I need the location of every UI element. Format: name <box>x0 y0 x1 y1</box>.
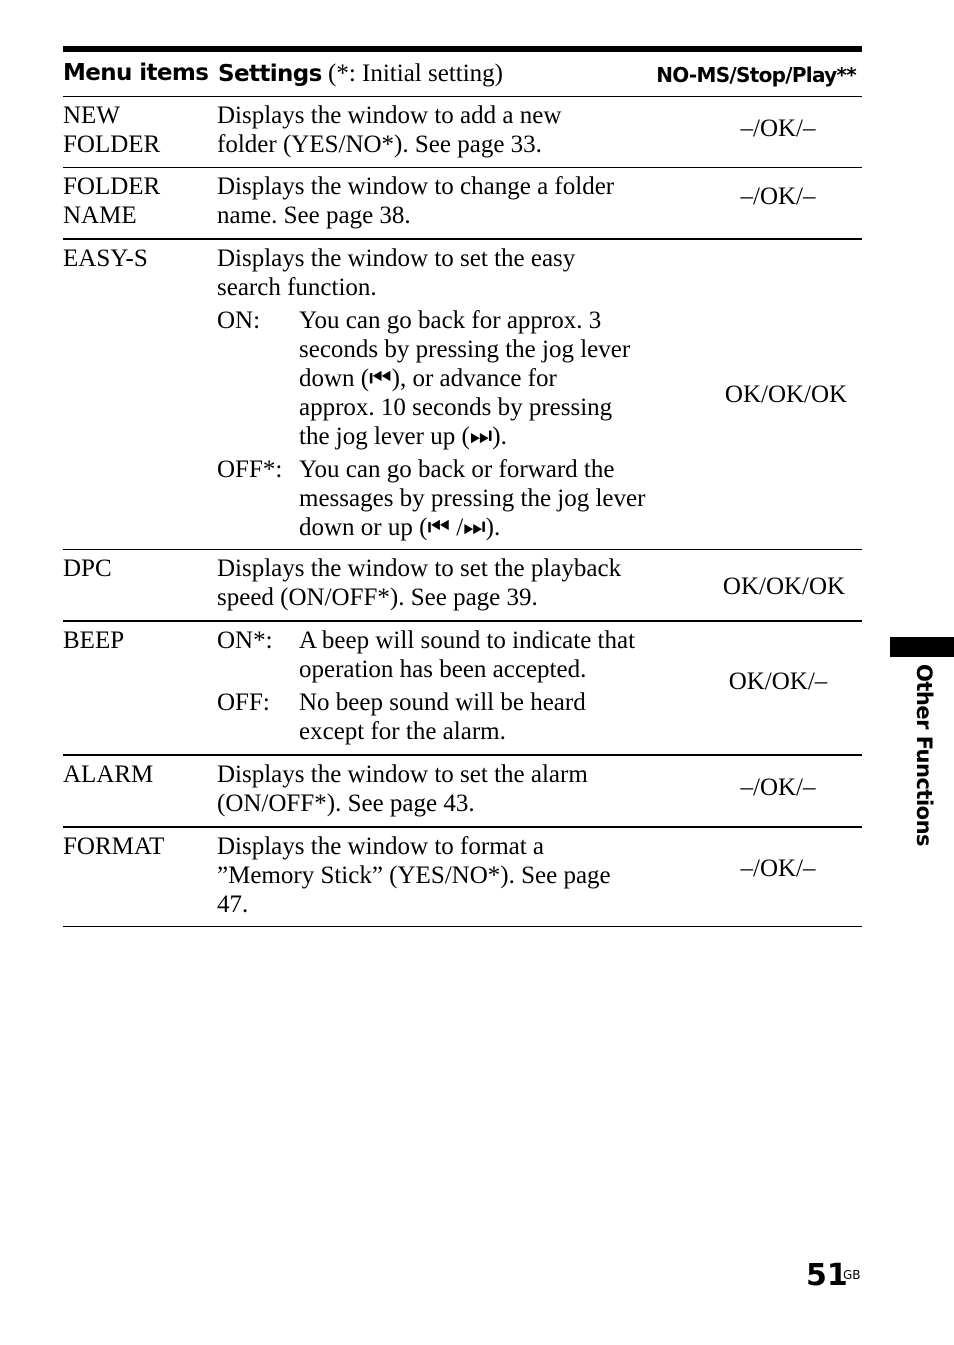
header-status-column: NO-MS/Stop/Play** <box>656 63 856 87</box>
section-tab-marker <box>890 637 954 657</box>
desc-line: Displays the window to set the playback <box>217 555 622 582</box>
item-line: FOLDER <box>63 131 161 158</box>
item-line: DPC <box>63 555 112 582</box>
menu-item-name <box>63 626 213 655</box>
desc-line: search function. <box>217 274 377 301</box>
page-language-suffix: GB <box>843 1268 861 1282</box>
option-line: A beep will sound to indicate that <box>299 627 636 654</box>
table-row-beep <box>63 622 862 756</box>
setting-description <box>217 626 697 746</box>
option-line: the jog lever up (⏭). <box>299 423 507 450</box>
setting-description <box>217 554 697 612</box>
menu-item-name <box>63 172 213 230</box>
status-value: –/OK/– <box>740 855 816 882</box>
desc-line: Displays the window to add a new <box>217 102 562 129</box>
header-settings <box>218 60 503 88</box>
header-menu-items: Menu items <box>63 60 209 86</box>
table-row-folder-name <box>63 168 862 240</box>
option-line: approx. 10 seconds by pressing <box>299 394 613 421</box>
menu-settings-table <box>63 46 862 927</box>
desc-line: 47. <box>217 891 249 918</box>
header-settings-note: (*: Initial setting) <box>321 60 503 87</box>
option-label: OFF*: <box>217 456 283 483</box>
page-number: 51 <box>806 1258 848 1293</box>
item-line: EASY-S <box>63 245 148 272</box>
item-line: FOLDER <box>63 173 161 200</box>
desc-line: Displays the window to change a folder <box>217 173 615 200</box>
status-value: OK/OK/OK <box>724 381 848 408</box>
menu-item-name <box>63 832 213 861</box>
setting-description <box>217 832 697 919</box>
option-line: You can go back or forward the <box>299 456 615 483</box>
setting-description <box>217 101 697 159</box>
item-line: NAME <box>63 202 137 229</box>
option-label: ON*: <box>217 627 273 654</box>
option-line: You can go back for approx. 3 <box>299 307 602 334</box>
item-line: FORMAT <box>63 833 165 860</box>
item-line: NEW <box>63 102 120 129</box>
menu-item-name <box>63 101 213 159</box>
status-value: –/OK/– <box>740 115 816 142</box>
header-settings-label: Settings <box>218 61 322 87</box>
option-line: down or up (⏮ /⏭). <box>299 514 501 541</box>
option-line: down (⏮), or advance for <box>299 365 557 392</box>
item-line: BEEP <box>63 627 125 654</box>
option-on <box>217 306 697 451</box>
status-value: –/OK/– <box>740 183 816 210</box>
menu-item-name <box>63 554 213 583</box>
setting-description <box>217 760 697 818</box>
status-value: –/OK/– <box>740 774 816 801</box>
desc-line: Displays the window to set the easy <box>217 245 576 272</box>
table-row-dpc <box>63 550 862 622</box>
status-value: OK/OK/OK <box>722 573 846 600</box>
desc-line: (ON/OFF*). See page 43. <box>217 790 475 817</box>
desc-line: folder (YES/NO*). See page 33. <box>217 131 542 158</box>
setting-description <box>217 172 697 230</box>
setting-description <box>217 244 697 542</box>
option-line: No beep sound will be heard <box>299 689 586 716</box>
option-line: operation has been accepted. <box>299 656 587 683</box>
menu-item-name <box>63 760 213 789</box>
desc-line: Displays the window to format a <box>217 833 545 860</box>
option-off <box>217 688 697 746</box>
item-line: ALARM <box>63 761 154 788</box>
table-header <box>63 52 862 97</box>
option-label: OFF: <box>217 689 270 716</box>
table-row-easy-s <box>63 240 862 550</box>
desc-line: Displays the window to set the alarm <box>217 761 588 788</box>
option-line: except for the alarm. <box>299 718 506 745</box>
option-line: seconds by pressing the jog lever <box>299 336 631 363</box>
desc-line: speed (ON/OFF*). See page 39. <box>217 584 538 611</box>
status-value: OK/OK/– <box>728 668 828 695</box>
desc-line: ”Memory Stick” (YES/NO*). See page <box>217 862 611 889</box>
option-label: ON: <box>217 307 261 334</box>
option-off <box>217 455 697 542</box>
section-side-label: Other Functions <box>912 664 936 847</box>
option-line: messages by pressing the jog lever <box>299 485 646 512</box>
table-row-alarm <box>63 756 862 828</box>
option-on <box>217 626 697 684</box>
desc-line: name. See page 38. <box>217 202 411 229</box>
menu-item-name <box>63 244 213 273</box>
table-row-format <box>63 828 862 927</box>
table-row-new-folder <box>63 97 862 168</box>
